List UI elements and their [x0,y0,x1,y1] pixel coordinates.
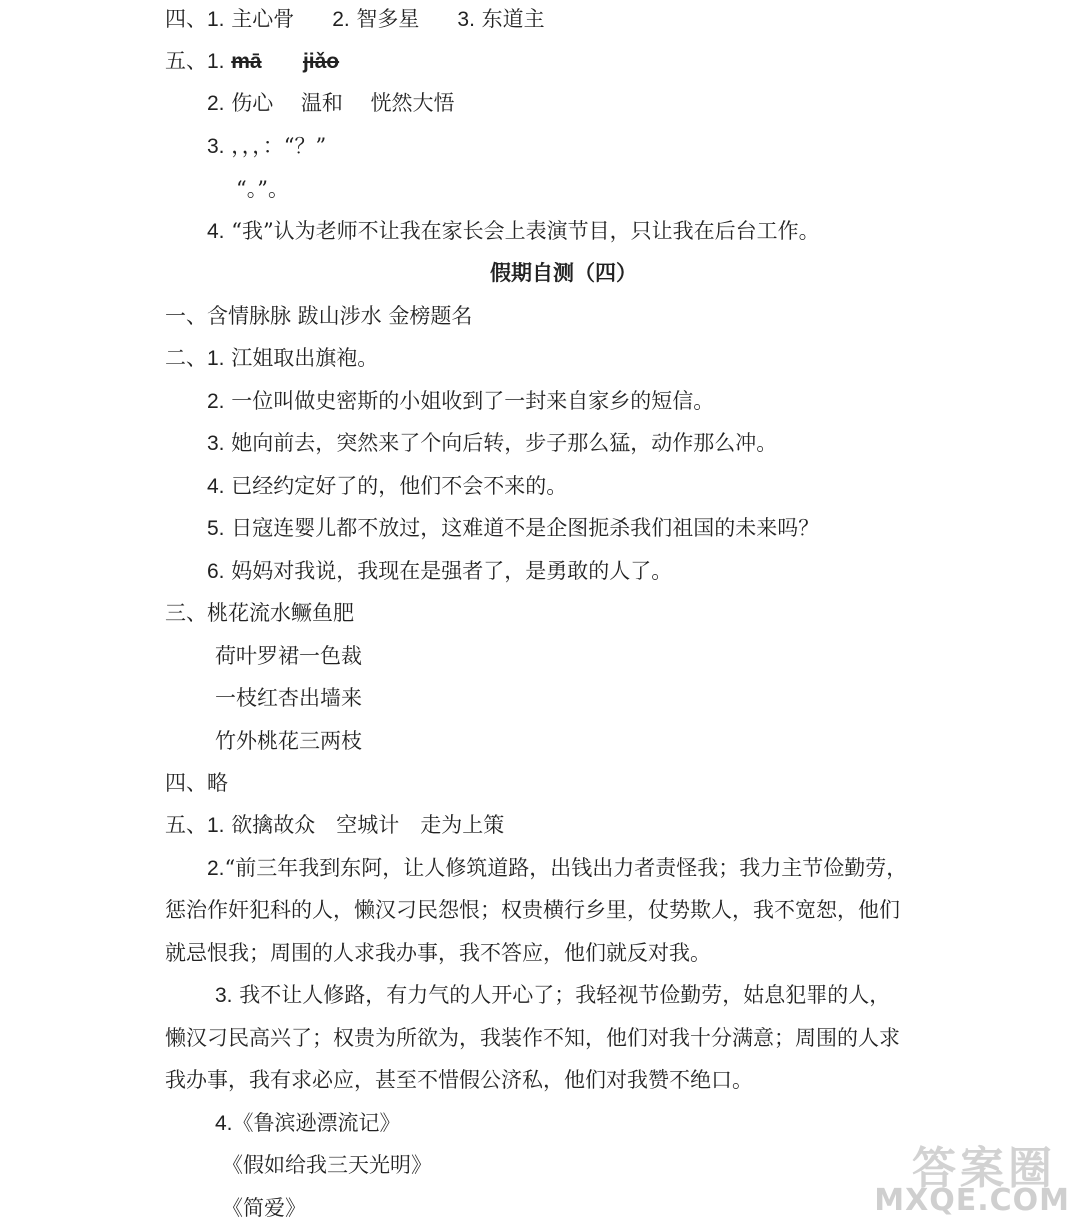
section-4-second: 四、略 [165,771,228,795]
paragraph-line: 懒汉刁民高兴了；权贵为所欲为，我装作不知，他们对我十分满意；周围的人求 [165,1026,900,1050]
pinyin-answer: jiǎo [302,50,340,73]
section-prefix: 五、 [165,49,207,73]
item-number: 2. [207,92,225,115]
item-number: 3. [207,432,225,455]
paragraph-line: 我办事，我有求必应，甚至不惜假公济私，他们对我赞不绝口。 [165,1068,753,1092]
section-2-q3 [207,430,777,457]
item-number: 1. [207,347,225,370]
section-2-q1 [165,345,378,372]
section-5-q3 [207,133,326,160]
item-number: 3. [207,135,225,158]
item-number: 4. [215,1112,233,1135]
item-number: 1. [207,8,225,31]
answer-text: 伤心 温和 恍然大悟 [231,91,455,115]
item-number: 4. [207,475,225,498]
item-number: 2. [332,8,350,31]
item-number: 2. [207,857,225,880]
section-1-answers: 一、含情脉脉 跋山涉水 金榜题名 [165,304,473,328]
section-5-q4 [207,218,820,245]
paragraph-line: 就忌恨我；周围的人求我办事，我不答应，他们就反对我。 [165,941,711,965]
answer-text: 欲擒故众 空城计 走为上策 [231,813,505,837]
section-prefix: 四、 [165,7,207,31]
answer-text: “我”认为老师不让我在家长会上表演节目，只让我在后台工作。 [231,219,820,243]
item-number: 3. [457,8,475,31]
item-number: 5. [207,517,225,540]
page-title: 假期自测（四） [490,260,637,285]
section-2-q6 [207,558,672,585]
section-5b-q2-line1 [207,855,907,882]
answer-text: 日寇连婴儿都不放过，这难道不是企图扼杀我们祖国的未来吗？ [231,516,820,540]
paragraph-line: “前三年我到东阿，让人修筑道路，出钱出力者责怪我；我力主节俭勤劳， [224,856,908,880]
poem-line: 竹外桃花三两枝 [215,729,362,753]
punctuation-answer: “。”。 [236,177,289,201]
watermark-url: MXQE.COM [874,1183,1070,1218]
section-5-q1 [165,48,339,75]
answer-text: 妈妈对我说，我现在是强者了，是勇敢的人了。 [231,559,673,583]
item-number: 1. [207,50,225,73]
pinyin-answer: mā [231,50,262,73]
book-title: 《假如给我三天光明》 [222,1153,432,1177]
answer-text: 智多星 [356,7,420,31]
section-2-q5 [207,515,819,542]
paragraph-line: 我不让人修路，有力气的人开心了；我轻视节俭勤劳，姑息犯罪的人， [239,983,891,1007]
watermark-logo: 答案圈 [912,1143,1056,1194]
item-number: 6. [207,560,225,583]
book-title: 《鲁滨逊漂流记》 [232,1111,401,1135]
item-number: 2. [207,390,225,413]
item-number: 1. [207,814,225,837]
item-number: 3. [215,984,233,1007]
poem-line: 荷叶罗裙一色裁 [215,644,362,668]
answer-text: 主心骨 [231,7,295,31]
watermark [874,1132,1076,1222]
section-5b-q3-line1 [215,982,890,1009]
section-prefix: 五、 [165,813,207,837]
answer-text: 一位叫做史密斯的小姐收到了一封来自家乡的短信。 [231,389,715,413]
paragraph-line: 惩治作奸犯科的人，懒汉刁民怨恨；权贵横行乡里，仗势欺人，我不宽恕，他们 [165,898,900,922]
poem-line: 桃花流水鳜鱼肥 [207,601,354,625]
section-4-answers [165,6,545,33]
poem-line: 一枝红杏出墙来 [215,686,362,710]
book-title: 《简爱》 [222,1196,306,1220]
answer-text: 东道主 [481,7,545,31]
section-3-line1 [165,600,354,626]
section-2-q4 [207,473,567,500]
answer-text: 已经约定好了的，他们不会不来的。 [231,474,568,498]
item-number: 4. [207,220,225,243]
section-5b-q4 [215,1110,401,1137]
section-5-q3-line2 [236,176,289,202]
section-5b-q1 [165,812,504,839]
section-2-q2 [207,388,714,415]
section-prefix: 二、 [165,346,207,370]
answer-text: 江姐取出旗袍。 [231,346,379,370]
section-5-q2 [207,90,455,117]
section-prefix: 三、 [165,601,207,625]
punctuation-answer: ，，，：“？” [231,134,327,158]
answer-text: 她向前去，突然来了个向后转，步子那么猛，动作那么冲。 [231,431,778,455]
